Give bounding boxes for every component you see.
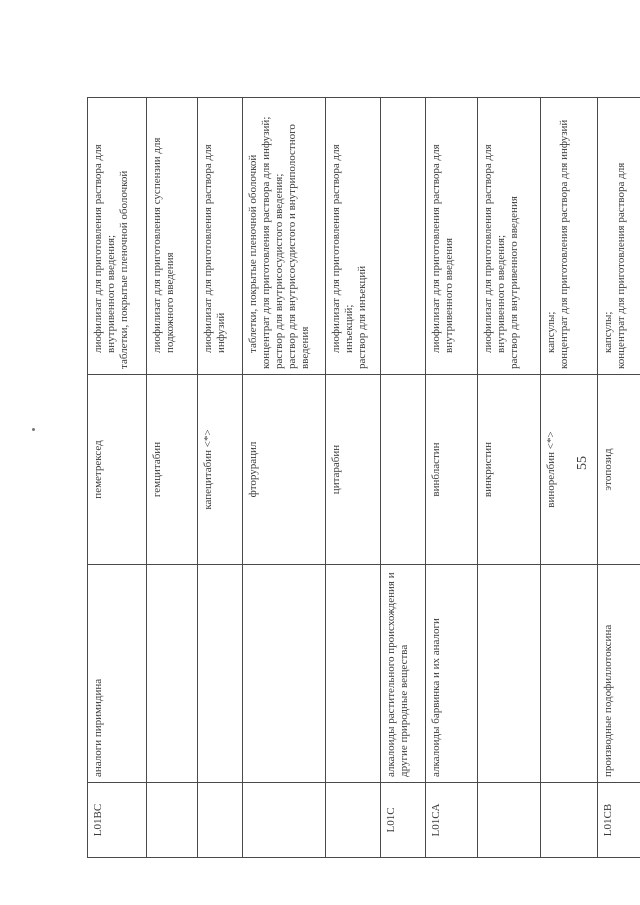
forms-cell — [88, 98, 147, 375]
atc-code-cell-text: L01BC — [92, 803, 104, 837]
dosage-form: лиофилизат для приготовления раствора для инфузий — [201, 144, 227, 353]
dosage-form: раствор для инъекций — [356, 265, 369, 369]
page-number: 55 — [575, 456, 590, 470]
group-cell — [425, 565, 477, 783]
table-row — [425, 98, 477, 858]
drug-cell-text: пеметрексед — [92, 440, 104, 499]
atc-code-cell-text: L01C — [384, 807, 397, 833]
dosage-form: раствор для внутрисосудистого введения; — [272, 173, 285, 369]
forms-cell — [146, 98, 197, 375]
drug-cell-text: этопозид — [601, 448, 614, 491]
forms-cell — [197, 98, 242, 375]
forms-cell — [242, 98, 326, 375]
atc-code-cell-text: L01CB — [601, 803, 614, 837]
atc-code-cell — [242, 783, 326, 858]
atc-code-cell — [197, 783, 242, 858]
atc-code-cell — [477, 783, 540, 858]
drug-cell — [425, 375, 477, 565]
group-cell-text: аналоги пиримидина — [92, 678, 104, 777]
group-cell — [242, 565, 326, 783]
drug-table-body — [88, 98, 640, 858]
drug-cell-text: винорелбин <*> — [545, 431, 558, 508]
group-cell — [146, 565, 197, 783]
forms-cell — [477, 98, 540, 375]
drug-cell — [88, 375, 147, 565]
drug-cell — [597, 375, 640, 565]
drug-cell-text: винкристин — [481, 441, 494, 498]
atc-code-cell — [425, 783, 477, 858]
drug-cell-text: гемцитабин — [150, 441, 163, 498]
group-cell-text: алкалоиды растительного происхождения и другие природные вещества — [384, 572, 410, 777]
group-cell — [541, 565, 598, 783]
group-cell — [88, 565, 147, 783]
group-cell — [597, 565, 640, 783]
dosage-form: концентрат для приготовления раствора для инфузий; — [259, 116, 272, 369]
atc-code-cell — [541, 783, 598, 858]
table-row — [541, 98, 598, 858]
scan-mark — [32, 428, 35, 431]
atc-code-cell-text: L01CA — [429, 803, 442, 837]
table-row — [88, 98, 147, 858]
dosage-form: лиофилизат для приготовления раствора для внутривенного введения; — [92, 144, 117, 353]
forms-cell — [541, 98, 598, 375]
group-cell-text: производные подофиллотоксина — [601, 624, 614, 777]
table-row — [197, 98, 242, 858]
atc-code-cell — [597, 783, 640, 858]
forms-cell — [597, 98, 640, 375]
drug-cell — [242, 375, 326, 565]
drug-cell — [380, 375, 425, 565]
dosage-form: капсулы; — [601, 311, 614, 353]
atc-code-cell — [146, 783, 197, 858]
drug-cell-text: винбластин — [429, 442, 442, 497]
dosage-form: лиофилизат для приготовления суспензии для подкожного введения — [150, 137, 176, 353]
table-row — [477, 98, 540, 858]
dosage-form: лиофилизат для приготовления раствора для инъекций; — [330, 144, 356, 353]
dosage-form: капсулы; — [545, 311, 558, 353]
table-row — [242, 98, 326, 858]
atc-code-cell — [326, 783, 380, 858]
table-row — [326, 98, 380, 858]
dosage-form: таблетки, покрытые пленочной оболочкой — [246, 154, 259, 353]
drug-cell-text: фторурацил — [246, 441, 259, 498]
table-row — [146, 98, 197, 858]
dosage-form: концентрат для приготовления раствора для инфузий — [558, 119, 571, 369]
group-cell — [477, 565, 540, 783]
drug-cell — [197, 375, 242, 565]
dosage-form: концентрат для приготовления раствора для — [614, 162, 627, 369]
forms-cell — [326, 98, 380, 375]
group-cell — [380, 565, 425, 783]
dosage-form: раствор для внутрисосудистого и внутриполостного введения — [285, 124, 311, 369]
forms-cell — [425, 98, 477, 375]
drug-cell-text: капецитабин <*> — [201, 429, 214, 510]
rotated-page — [87, 98, 640, 858]
dosage-form: раствор для внутривенного введения — [507, 196, 520, 369]
drug-cell — [326, 375, 380, 565]
atc-code-cell — [88, 783, 147, 858]
dosage-form: лиофилизат для приготовления раствора для внутривенного введения; — [481, 144, 507, 353]
group-cell — [197, 565, 242, 783]
drug-cell-text: цитарабин — [330, 444, 343, 495]
group-cell-text: алкалоиды барвинка и их аналоги — [429, 618, 442, 777]
dosage-form: лиофилизат для приготовления раствора для внутривенного введения — [429, 144, 455, 353]
dosage-form: таблетки, покрытые пленочной оболочкой — [118, 170, 130, 369]
table-row — [597, 98, 640, 858]
table-row — [380, 98, 425, 858]
drug-table — [87, 97, 640, 858]
atc-code-cell — [380, 783, 425, 858]
group-cell — [326, 565, 380, 783]
drug-cell — [146, 375, 197, 565]
drug-cell — [477, 375, 540, 565]
forms-cell — [380, 98, 425, 375]
